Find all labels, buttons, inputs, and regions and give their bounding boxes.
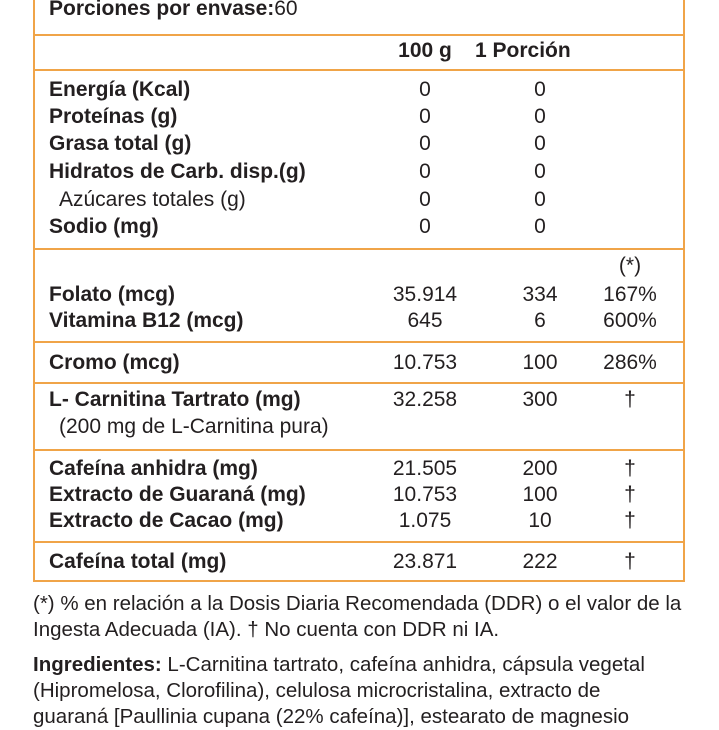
servings-label: Porciones por envase:: [49, 0, 275, 20]
divider: [35, 541, 683, 543]
row-serving: 6: [534, 309, 546, 332]
row-serving: 100: [522, 351, 558, 374]
row-label: Sodio (mg): [49, 215, 159, 238]
row-pct: 167%: [603, 283, 657, 306]
nutrition-table: [33, 0, 685, 582]
row-pct: †: [624, 509, 636, 532]
row-label: Vitamina B12 (mcg): [49, 309, 244, 332]
row-pct: †: [624, 483, 636, 506]
row-serving: 334: [522, 283, 558, 306]
row-note: (200 mg de L-Carnitina pura): [59, 415, 329, 438]
row-serving: 200: [522, 457, 558, 480]
row-label: Energía (Kcal): [49, 78, 191, 101]
row-per100: 1.075: [398, 509, 452, 532]
row-serving: 10: [528, 509, 552, 532]
divider: [35, 449, 683, 451]
row-serving: 0: [534, 78, 546, 101]
col-header-pct: (*): [618, 254, 642, 277]
row-per100: 0: [419, 188, 431, 211]
row-per100: 0: [419, 105, 431, 128]
divider: [35, 248, 683, 250]
row-serving: 0: [534, 160, 546, 183]
row-per100: 23.871: [392, 550, 458, 573]
divider: [35, 34, 683, 36]
row-serving: 0: [534, 132, 546, 155]
row-per100: 32.258: [392, 388, 458, 411]
row-label: Proteínas (g): [49, 105, 178, 128]
divider: [35, 382, 683, 384]
row-per100: 0: [419, 215, 431, 238]
row-label: Cafeína total (mg): [49, 550, 227, 573]
row-serving: 222: [522, 550, 558, 573]
divider: [35, 341, 683, 343]
ingredients: [33, 652, 693, 730]
row-label: Azúcares totales (g): [59, 188, 246, 211]
row-pct: 286%: [603, 351, 657, 374]
row-label: Cafeína anhidra (mg): [49, 457, 258, 480]
row-per100: 645: [407, 309, 443, 332]
ingredients-line: guaraná [Paullinia cupana (22% cafeína)], estearato de magnesio: [33, 705, 630, 728]
row-label: Folato (mcg): [49, 283, 175, 306]
row-serving: 300: [522, 388, 558, 411]
footnote-line: Ingesta Adecuada (IA). † No cuenta con DDR ni IA.: [33, 618, 500, 641]
row-label: Grasa total (g): [49, 132, 192, 155]
row-label: Hidratos de Carb. disp.(g): [49, 160, 306, 183]
servings-row: [49, 0, 298, 22]
ingredients-line: [33, 652, 693, 678]
row-label: Extracto de Cacao (mg): [49, 509, 284, 532]
ingredients-text: L-Carnitina tartrato, cafeína anhidra, cápsula vegetal: [161, 653, 645, 676]
row-per100: 10.753: [392, 351, 458, 374]
row-pct: 600%: [603, 309, 657, 332]
row-serving: 0: [534, 105, 546, 128]
row-per100: 21.505: [392, 457, 458, 480]
row-label: L- Carnitina Tartrato (mg): [49, 388, 301, 411]
row-pct: †: [624, 388, 636, 411]
divider: [35, 69, 683, 71]
row-pct: †: [624, 457, 636, 480]
col-header-serving: 1 Porción: [475, 39, 571, 62]
row-serving: 100: [522, 483, 558, 506]
row-per100: 10.753: [392, 483, 458, 506]
footnote: [33, 591, 693, 643]
row-per100: 0: [419, 132, 431, 155]
row-label: Extracto de Guaraná (mg): [49, 483, 306, 506]
row-serving: 0: [534, 215, 546, 238]
col-header-100g: 100 g: [398, 39, 452, 62]
row-serving: 0: [534, 188, 546, 211]
row-per100: 0: [419, 78, 431, 101]
ingredients-line: (Hipromelosa, Clorofilina), celulosa microcristalina, extracto de: [33, 679, 601, 702]
row-per100: 35.914: [392, 283, 458, 306]
row-pct: †: [624, 550, 636, 573]
row-per100: 0: [419, 160, 431, 183]
row-label: Cromo (mcg): [49, 351, 180, 374]
ingredients-label: Ingredientes:: [33, 653, 162, 676]
footnote-line: (*) % en relación a la Dosis Diaria Recomendada (DDR) o el valor de la: [33, 592, 682, 615]
servings-value: 60: [274, 0, 298, 20]
